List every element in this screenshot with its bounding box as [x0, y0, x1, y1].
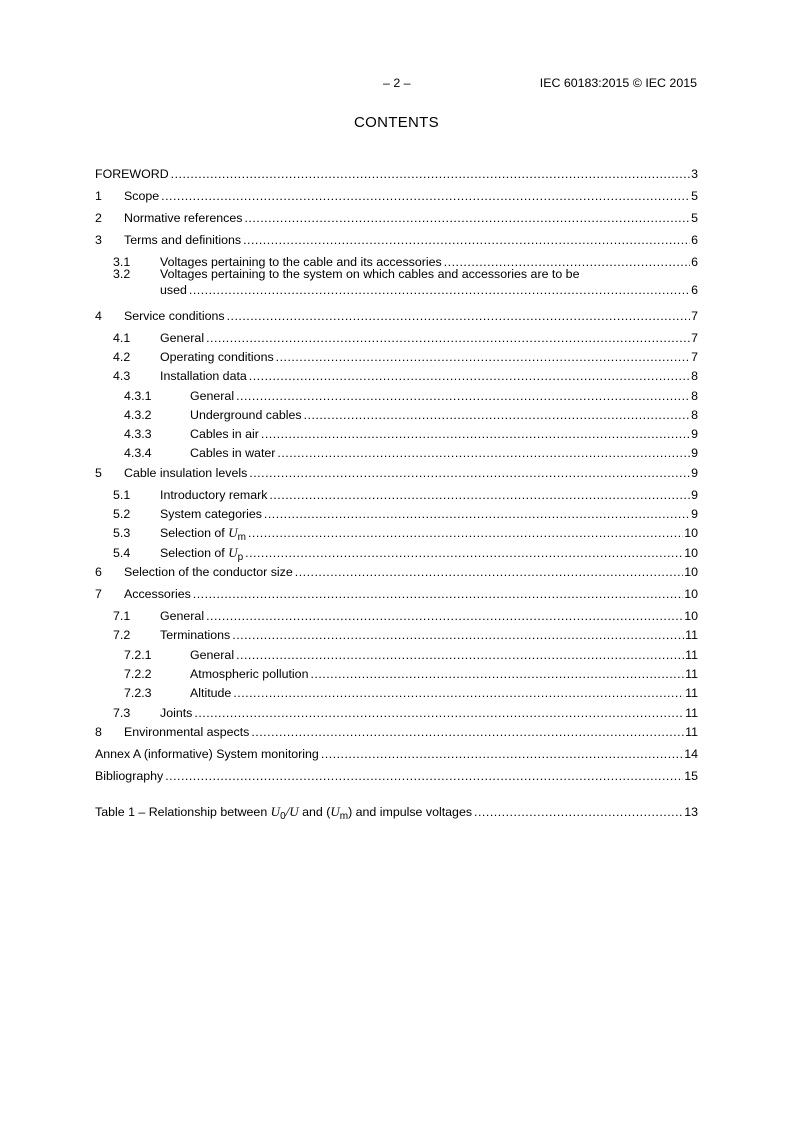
toc-fill [160, 330, 698, 346]
toc-title: General [160, 609, 205, 623]
toc-title-continued: used [160, 283, 187, 297]
toc-number: 7.2.3 [124, 686, 152, 700]
toc-page-number: 8 [691, 389, 698, 403]
table-entry[interactable] [95, 804, 698, 820]
toc-page-number: 9 [691, 446, 698, 460]
table-title [95, 804, 472, 825]
toc-page-number: 5 [691, 211, 698, 225]
toc-fill [124, 210, 698, 226]
toc-number: 4.2 [113, 350, 131, 364]
toc-page-number: 7 [691, 350, 698, 364]
toc-number: 4.3.3 [124, 427, 152, 441]
toc-number: 5.4 [113, 546, 131, 560]
math-symbol: $U_m$ [330, 804, 349, 822]
toc-number: 5.1 [113, 488, 131, 502]
toc-number: 8 [95, 725, 102, 739]
toc-entry[interactable] [95, 166, 698, 182]
toc-number: 4.1 [113, 331, 131, 345]
toc-title: Service conditions [124, 309, 225, 323]
toc-entry[interactable] [95, 368, 698, 384]
toc-number: 4 [95, 309, 102, 323]
dot-leader [304, 407, 691, 423]
toc-fill [160, 627, 698, 643]
toc-title: System categories [160, 507, 262, 521]
toc-entry[interactable] [95, 388, 698, 404]
toc-page-number: 11 [685, 667, 698, 681]
toc-title: Cables in air [190, 427, 259, 441]
toc-title: General [190, 648, 235, 662]
dot-leader [243, 232, 690, 248]
dot-leader [165, 768, 683, 784]
toc-title: Underground cables [190, 408, 302, 422]
table-title-prefix: Table 1 – Relationship between [95, 805, 268, 819]
toc-page-number: 7 [691, 309, 698, 323]
toc-title: FOREWORD [95, 167, 169, 181]
toc-title: Cables in water [190, 446, 276, 460]
toc-page-number: 10 [684, 565, 698, 579]
toc-fill [160, 487, 698, 503]
toc-fill [160, 608, 698, 624]
toc-entry[interactable] [95, 188, 698, 204]
dot-leader [236, 388, 690, 404]
toc-entry[interactable] [95, 445, 698, 461]
toc-entry[interactable] [95, 586, 698, 602]
toc-entry[interactable] [95, 685, 698, 701]
toc-entry[interactable] [95, 627, 698, 643]
toc-page-number: 5 [691, 189, 698, 203]
dot-leader [295, 564, 683, 580]
toc-page-number: 8 [691, 369, 698, 383]
dot-leader [248, 525, 683, 541]
toc-entry[interactable] [95, 426, 698, 442]
toc-number: 1 [95, 189, 102, 203]
toc-fill [190, 685, 698, 701]
toc-page-number: 9 [691, 427, 698, 441]
toc-page-number: 10 [684, 526, 698, 540]
toc-number: 4.3.4 [124, 446, 152, 460]
toc-page-number: 11 [685, 706, 698, 720]
toc-number: 7 [95, 587, 102, 601]
toc-entry[interactable] [95, 545, 698, 561]
dot-leader [193, 586, 683, 602]
dot-leader [233, 685, 684, 701]
toc-title: Bibliography [95, 769, 164, 783]
toc-fill [190, 647, 698, 663]
dot-leader [474, 804, 683, 820]
toc-title: Accessories [124, 587, 191, 601]
dot-leader [321, 746, 683, 762]
dot-leader [171, 166, 690, 182]
toc-title: Altitude [190, 686, 232, 700]
toc-entry[interactable] [95, 308, 698, 324]
toc-entry[interactable] [95, 232, 698, 248]
toc-title: Normative references [124, 211, 243, 225]
toc-fill [124, 724, 698, 740]
math-symbol: $U_m$ [228, 525, 246, 543]
dot-leader [251, 724, 684, 740]
toc-page-number: 10 [684, 609, 698, 623]
toc-fill [160, 545, 698, 566]
toc-fill [160, 368, 698, 384]
dot-leader [261, 426, 690, 442]
standard-reference: IEC 60183:2015 © IEC 2015 [539, 76, 697, 90]
toc-fill [160, 705, 698, 721]
toc-fill [190, 407, 698, 423]
toc-title: General [160, 331, 205, 345]
dot-leader [269, 487, 690, 503]
toc-entry[interactable] [95, 647, 698, 663]
math-subscript: p [237, 552, 244, 563]
toc-entry[interactable] [95, 746, 698, 762]
toc-number: 4.3.2 [124, 408, 152, 422]
toc-entry[interactable] [95, 266, 698, 297]
page-number: – 2 – [383, 76, 411, 90]
math-rest: /U [285, 804, 299, 819]
dot-leader [206, 330, 690, 346]
toc-page-number: 10 [684, 546, 698, 560]
page-title: CONTENTS [354, 114, 439, 131]
toc-entry[interactable] [95, 506, 698, 522]
dot-leader [189, 282, 690, 298]
toc-entry[interactable] [95, 210, 698, 226]
toc-fill [124, 465, 698, 481]
toc-title: Scope [124, 189, 160, 203]
toc-page-number: 6 [691, 233, 698, 247]
toc-fill [190, 445, 698, 461]
table-title-suffix: ) and impulse voltages [348, 805, 473, 819]
toc-entry[interactable] [95, 768, 698, 784]
dot-leader [232, 627, 684, 643]
dot-leader [194, 705, 684, 721]
toc-fill [95, 166, 698, 182]
toc-title: Selection of $U_p$ [160, 545, 244, 563]
toc-entry[interactable] [95, 465, 698, 481]
dot-leader [249, 368, 690, 384]
toc-fill [190, 666, 698, 682]
toc-title: Selection of $U_m$ [160, 525, 246, 543]
toc-page-number: 9 [691, 488, 698, 502]
toc-title: General [190, 389, 235, 403]
toc-number: 3.1 [113, 255, 131, 269]
toc-number: 7.3 [113, 706, 131, 720]
math-symbol: $U_0/U$ [270, 804, 299, 822]
toc-title: Voltages pertaining to the system on which cables and accessories are to be [160, 267, 580, 281]
toc-page-number: 6 [691, 283, 698, 297]
toc-entry[interactable] [95, 666, 698, 682]
toc-fill [124, 188, 698, 204]
toc-page-number: 8 [691, 408, 698, 422]
toc-entry[interactable] [95, 608, 698, 624]
toc-page-number: 11 [685, 686, 698, 700]
table-page-number: 13 [684, 805, 698, 819]
toc-fill [124, 308, 698, 324]
table-title-mid: and ( [302, 805, 331, 819]
toc-entry[interactable] [95, 564, 698, 580]
toc-title: Introductory remark [160, 488, 268, 502]
dot-leader [245, 545, 683, 561]
toc-number: 5.2 [113, 507, 131, 521]
toc-entry[interactable] [95, 724, 698, 740]
toc-fill [160, 506, 698, 522]
dot-leader [264, 506, 690, 522]
toc-page-number: 15 [684, 769, 698, 783]
toc-title: Environmental aspects [124, 725, 250, 739]
toc-fill [124, 232, 698, 248]
dot-leader [249, 465, 690, 481]
dot-leader [206, 608, 683, 624]
toc-title: Cable insulation levels [124, 466, 248, 480]
toc-entry[interactable] [95, 407, 698, 423]
toc-number: 5.3 [113, 526, 131, 540]
math-symbol: $U_p$ [228, 545, 244, 563]
toc-title: Joints [160, 706, 193, 720]
toc-entry[interactable] [95, 487, 698, 503]
toc-fill [160, 282, 698, 298]
toc-fill [124, 586, 698, 602]
toc-number: 7.1 [113, 609, 131, 623]
math-subscript: m [237, 532, 246, 543]
toc-title: Terms and definitions [124, 233, 242, 247]
toc-page-number: 7 [691, 331, 698, 345]
toc-page-number: 6 [691, 255, 698, 269]
toc-page-number: 11 [685, 628, 698, 642]
toc-entry[interactable] [95, 349, 698, 365]
dot-leader [236, 647, 684, 663]
toc-title: Terminations [160, 628, 231, 642]
toc-number: 7.2 [113, 628, 131, 642]
toc-number: 5 [95, 466, 102, 480]
toc-title: Atmospheric pollution [190, 667, 309, 681]
dot-leader [277, 445, 690, 461]
toc-fill [190, 426, 698, 442]
dot-leader [161, 188, 690, 204]
toc-entry[interactable] [95, 330, 698, 346]
toc-title: Selection of the conductor size [124, 565, 293, 579]
dot-leader [244, 210, 690, 226]
toc-number: 4.3.1 [124, 389, 152, 403]
toc-page-number: 9 [691, 466, 698, 480]
math-subscript: 0 [280, 811, 286, 822]
toc-number: 7.2.2 [124, 667, 152, 681]
toc-page-number: 14 [684, 747, 698, 761]
toc-number: 3.2 [113, 267, 131, 281]
toc-number: 2 [95, 211, 102, 225]
toc-page-number: 10 [684, 587, 698, 601]
toc-number: 7.2.1 [124, 648, 152, 662]
toc-fill [160, 525, 698, 546]
toc-number: 4.3 [113, 369, 131, 383]
toc-fill [124, 564, 698, 580]
toc-title: Operating conditions [160, 350, 274, 364]
toc-title: Voltages pertaining to the cable and its accessories [160, 255, 442, 269]
toc-fill [95, 768, 698, 784]
toc-fill [95, 804, 698, 825]
toc-fill [160, 349, 698, 365]
toc-page-number: 3 [691, 167, 698, 181]
toc-fill [190, 388, 698, 404]
toc-page-number: 11 [685, 725, 698, 739]
dot-leader [310, 666, 684, 682]
toc-page-number: 9 [691, 507, 698, 521]
dot-leader [276, 349, 690, 365]
toc-entry[interactable] [95, 705, 698, 721]
math-subscript: m [339, 811, 349, 822]
toc-number: 6 [95, 565, 102, 579]
toc-title: Installation data [160, 369, 247, 383]
toc-number: 3 [95, 233, 102, 247]
toc-page-number: 11 [685, 648, 698, 662]
dot-leader [227, 308, 691, 324]
toc-title: Annex A (informative) System monitoring [95, 747, 319, 761]
toc-entry[interactable] [95, 525, 698, 541]
toc-fill [95, 746, 698, 762]
